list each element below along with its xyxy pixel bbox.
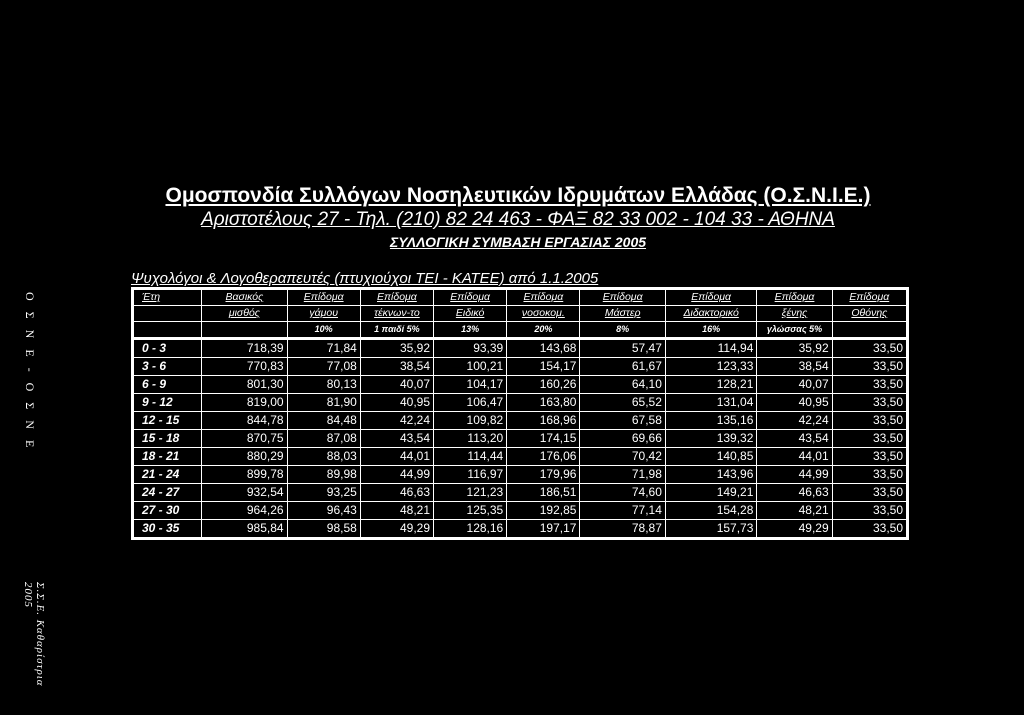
column-header: Επίδομα (580, 289, 665, 306)
column-header: 8% (580, 322, 665, 339)
amount-cell: 43,54 (360, 430, 433, 448)
amount-cell: 143,68 (507, 339, 580, 358)
amount-cell: 116,97 (434, 466, 507, 484)
amount-cell: 40,95 (757, 394, 832, 412)
table-row (133, 448, 908, 466)
column-header (133, 322, 202, 339)
amount-cell: 35,92 (757, 339, 832, 358)
amount-cell: 125,35 (434, 502, 507, 520)
table-row (133, 412, 908, 430)
amount-cell: 143,96 (665, 466, 757, 484)
amount-cell: 42,24 (757, 412, 832, 430)
amount-cell: 44,01 (757, 448, 832, 466)
amount-cell: 89,98 (287, 466, 360, 484)
table-row (133, 358, 908, 376)
amount-cell: 84,48 (287, 412, 360, 430)
column-header: 13% (434, 322, 507, 339)
amount-cell: 964,26 (202, 502, 287, 520)
amount-cell: 139,32 (665, 430, 757, 448)
years-cell: 24 - 27 (133, 484, 202, 502)
years-cell: 30 - 35 (133, 520, 202, 539)
amount-cell: 33,50 (832, 466, 907, 484)
amount-cell: 40,95 (360, 394, 433, 412)
table-row (133, 502, 908, 520)
years-cell: 9 - 12 (133, 394, 202, 412)
amount-cell: 40,07 (757, 376, 832, 394)
amount-cell: 33,50 (832, 339, 907, 358)
column-header: Επίδομα (832, 289, 907, 306)
column-header: μισθός (202, 306, 287, 322)
column-header: 16% (665, 322, 757, 339)
amount-cell: 899,78 (202, 466, 287, 484)
amount-cell: 163,80 (507, 394, 580, 412)
years-cell: 6 - 9 (133, 376, 202, 394)
amount-cell: 33,50 (832, 448, 907, 466)
column-header: 20% (507, 322, 580, 339)
side-label-bottom: Σ.Σ.Ε. Καθαρίστρια 2005 (22, 582, 46, 687)
amount-cell: 87,08 (287, 430, 360, 448)
amount-cell: 77,08 (287, 358, 360, 376)
column-header: γάμου (287, 306, 360, 322)
amount-cell: 35,92 (360, 339, 433, 358)
column-header: Επίδομα (757, 289, 832, 306)
amount-cell: 67,58 (580, 412, 665, 430)
years-cell: 3 - 6 (133, 358, 202, 376)
years-cell: 12 - 15 (133, 412, 202, 430)
amount-cell: 33,50 (832, 412, 907, 430)
amount-cell: 149,21 (665, 484, 757, 502)
years-cell: 18 - 21 (133, 448, 202, 466)
amount-cell: 33,50 (832, 430, 907, 448)
category-title: Ψυχολόγοι & Λογοθεραπευτές (πτυχιούχοι ΤΕΙ - ΚΑΤΕΕ) από 1.1.2005 (131, 270, 599, 287)
amount-cell: 33,50 (832, 520, 907, 539)
amount-cell: 106,47 (434, 394, 507, 412)
amount-cell: 42,24 (360, 412, 433, 430)
column-header: Έτη (133, 289, 202, 306)
amount-cell: 49,29 (757, 520, 832, 539)
amount-cell: 128,21 (665, 376, 757, 394)
column-header (202, 322, 287, 339)
amount-cell: 819,00 (202, 394, 287, 412)
amount-cell: 160,26 (507, 376, 580, 394)
years-cell: 27 - 30 (133, 502, 202, 520)
column-header (832, 322, 907, 339)
amount-cell: 96,43 (287, 502, 360, 520)
amount-cell: 880,29 (202, 448, 287, 466)
amount-cell: 192,85 (507, 502, 580, 520)
amount-cell: 48,21 (757, 502, 832, 520)
table-row (133, 394, 908, 412)
column-header: Επίδομα (287, 289, 360, 306)
amount-cell: 128,16 (434, 520, 507, 539)
amount-cell: 93,25 (287, 484, 360, 502)
amount-cell: 44,99 (757, 466, 832, 484)
amount-cell: 77,14 (580, 502, 665, 520)
amount-cell: 135,16 (665, 412, 757, 430)
amount-cell: 870,75 (202, 430, 287, 448)
header-row (133, 306, 908, 322)
column-header: Επίδομα (434, 289, 507, 306)
amount-cell: 154,28 (665, 502, 757, 520)
years-cell: 21 - 24 (133, 466, 202, 484)
amount-cell: 131,04 (665, 394, 757, 412)
amount-cell: 801,30 (202, 376, 287, 394)
amount-cell: 69,66 (580, 430, 665, 448)
amount-cell: 100,21 (434, 358, 507, 376)
amount-cell: 113,20 (434, 430, 507, 448)
amount-cell: 81,90 (287, 394, 360, 412)
table-body (133, 339, 908, 539)
amount-cell: 38,54 (360, 358, 433, 376)
amount-cell: 197,17 (507, 520, 580, 539)
amount-cell: 179,96 (507, 466, 580, 484)
table-row (133, 466, 908, 484)
table-header (133, 289, 908, 339)
amount-cell: 71,98 (580, 466, 665, 484)
column-header: Μάστερ (580, 306, 665, 322)
amount-cell: 78,87 (580, 520, 665, 539)
amount-cell: 48,21 (360, 502, 433, 520)
column-header: ξένης (757, 306, 832, 322)
amount-cell: 844,78 (202, 412, 287, 430)
column-header: γλώσσας 5% (757, 322, 832, 339)
amount-cell: 43,54 (757, 430, 832, 448)
amount-cell: 33,50 (832, 484, 907, 502)
table-row (133, 484, 908, 502)
salary-table (131, 287, 909, 540)
amount-cell: 80,13 (287, 376, 360, 394)
table-row (133, 520, 908, 539)
amount-cell: 121,23 (434, 484, 507, 502)
column-header: Επίδομα (360, 289, 433, 306)
amount-cell: 718,39 (202, 339, 287, 358)
federation-title: Ομοσπονδία Συλλόγων Νοσηλευτικών Ιδρυμάτων Ελλάδας (Ο.Σ.Ν.Ι.Ε.) (165, 184, 871, 207)
amount-cell: 140,85 (665, 448, 757, 466)
column-header: Οθόνης (832, 306, 907, 322)
amount-cell: 33,50 (832, 376, 907, 394)
column-header: Βασικός (202, 289, 287, 306)
amount-cell: 70,42 (580, 448, 665, 466)
amount-cell: 985,84 (202, 520, 287, 539)
column-header: τέκνων-το (360, 306, 433, 322)
amount-cell: 46,63 (360, 484, 433, 502)
federation-address: Αριστοτέλους 27 - Τηλ. (210) 82 24 463 - ΦΑΞ 82 33 002 - 104 33 - ΑΘΗΝΑ (201, 209, 835, 230)
amount-cell: 93,39 (434, 339, 507, 358)
column-header: Επίδομα (507, 289, 580, 306)
column-header: Επίδομα (665, 289, 757, 306)
amount-cell: 154,17 (507, 358, 580, 376)
column-header: Διδακτορικό (665, 306, 757, 322)
table-row (133, 339, 908, 358)
amount-cell: 71,84 (287, 339, 360, 358)
amount-cell: 64,10 (580, 376, 665, 394)
amount-cell: 186,51 (507, 484, 580, 502)
column-header: 1 παιδί 5% (360, 322, 433, 339)
table-row (133, 430, 908, 448)
header-row (133, 322, 908, 339)
amount-cell: 44,01 (360, 448, 433, 466)
amount-cell: 88,03 (287, 448, 360, 466)
amount-cell: 40,07 (360, 376, 433, 394)
amount-cell: 33,50 (832, 502, 907, 520)
amount-cell: 114,94 (665, 339, 757, 358)
amount-cell: 65,52 (580, 394, 665, 412)
amount-cell: 109,82 (434, 412, 507, 430)
column-header: νοσοκομ. (507, 306, 580, 322)
amount-cell: 770,83 (202, 358, 287, 376)
years-cell: 0 - 3 (133, 339, 202, 358)
side-label-top: Ο Σ Ν Ε - Ο Σ Ν Ε (23, 292, 37, 452)
amount-cell: 44,99 (360, 466, 433, 484)
amount-cell: 49,29 (360, 520, 433, 539)
column-header: 10% (287, 322, 360, 339)
amount-cell: 168,96 (507, 412, 580, 430)
amount-cell: 98,58 (287, 520, 360, 539)
amount-cell: 157,73 (665, 520, 757, 539)
amount-cell: 61,67 (580, 358, 665, 376)
column-header (133, 306, 202, 322)
amount-cell: 114,44 (434, 448, 507, 466)
amount-cell: 57,47 (580, 339, 665, 358)
amount-cell: 46,63 (757, 484, 832, 502)
contract-title: ΣΥΛΛΟΓΙΚΗ ΣΥΜΒΑΣΗ ΕΡΓΑΣΙΑΣ 2005 (389, 234, 647, 250)
amount-cell: 74,60 (580, 484, 665, 502)
amount-cell: 174,15 (507, 430, 580, 448)
table-row (133, 376, 908, 394)
header-row (133, 289, 908, 306)
column-header: Ειδικό (434, 306, 507, 322)
amount-cell: 104,17 (434, 376, 507, 394)
amount-cell: 33,50 (832, 358, 907, 376)
amount-cell: 33,50 (832, 394, 907, 412)
amount-cell: 932,54 (202, 484, 287, 502)
amount-cell: 176,06 (507, 448, 580, 466)
amount-cell: 123,33 (665, 358, 757, 376)
amount-cell: 38,54 (757, 358, 832, 376)
years-cell: 15 - 18 (133, 430, 202, 448)
